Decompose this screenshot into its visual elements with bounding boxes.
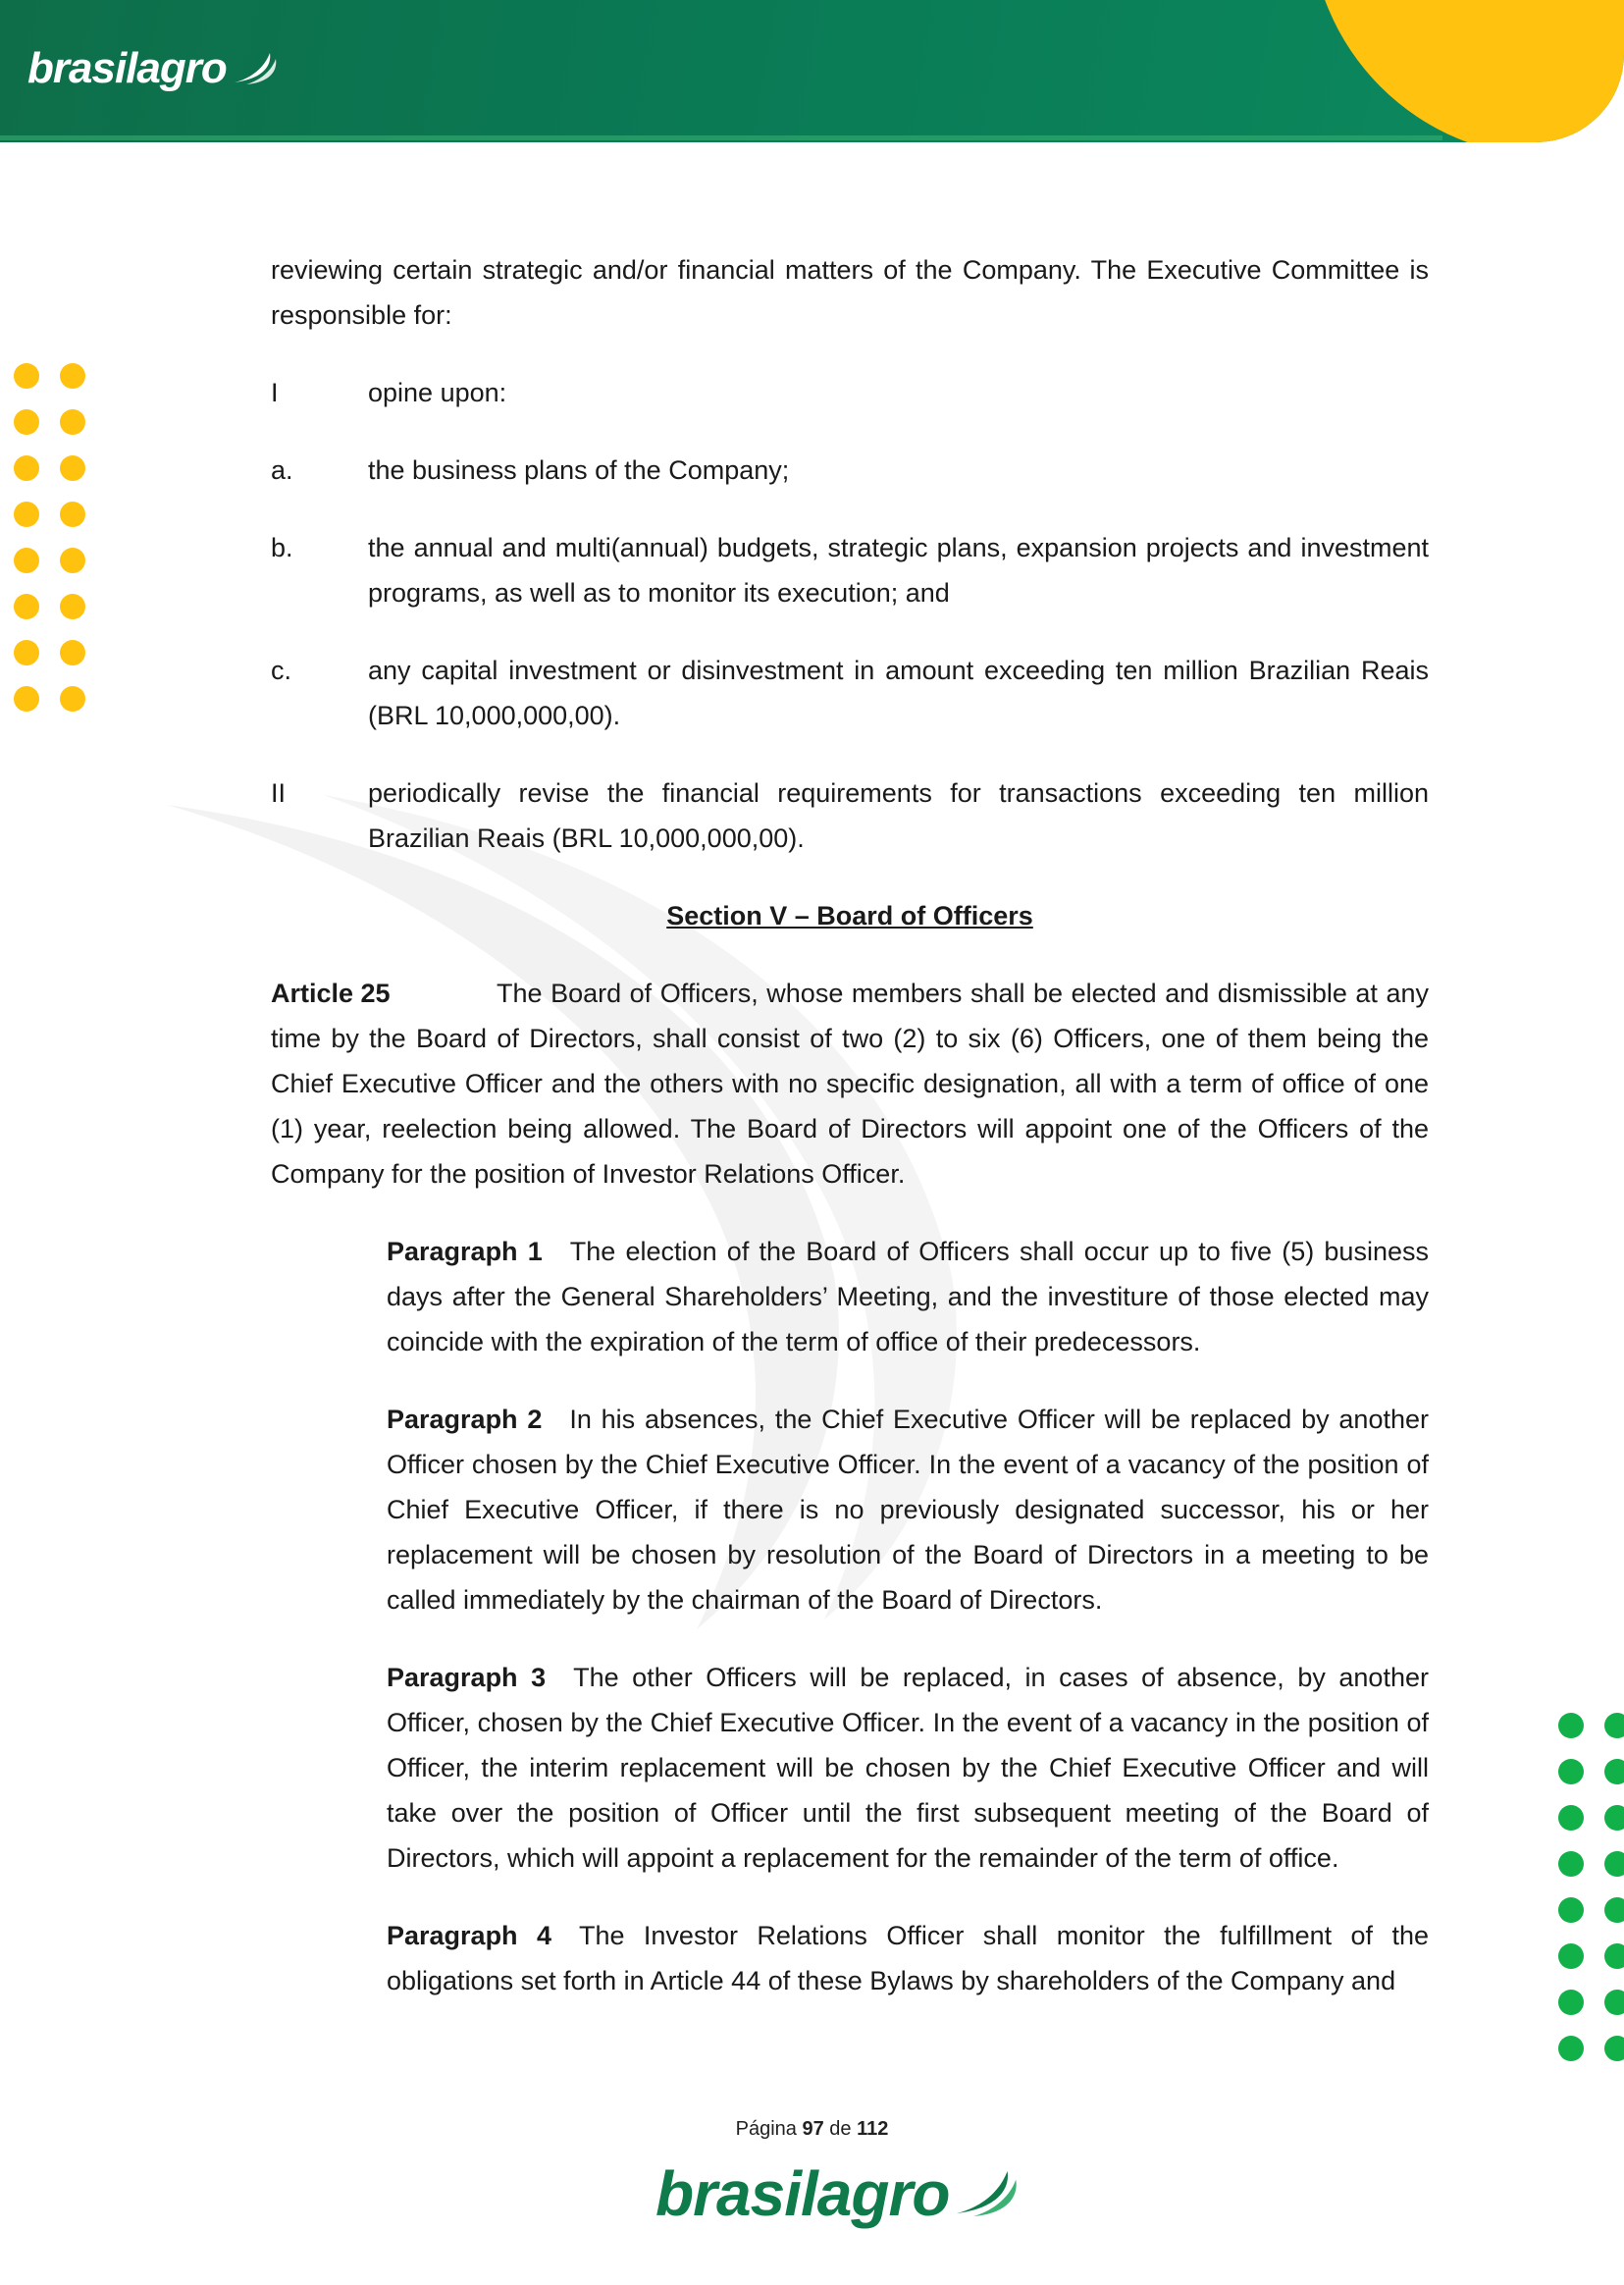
list-marker: b. xyxy=(271,533,293,562)
page-total: 112 xyxy=(857,2118,889,2140)
header-logo xyxy=(27,39,280,98)
list-text: periodically revise the financial requirements for transactions exceeding ten million Brazilian Reais (BRL 10,000,000,00). xyxy=(368,778,1429,853)
page-current: 97 xyxy=(802,2118,824,2140)
logo-swoosh-icon xyxy=(951,2165,1022,2222)
page-prefix: Página xyxy=(735,2118,797,2140)
list-item xyxy=(271,771,1429,861)
list-item xyxy=(271,648,1429,738)
list-marker: II xyxy=(271,778,287,808)
list-marker: a. xyxy=(271,455,293,485)
article-text: The Board of Officers, whose members shall be elected and dismissible at any time by the Board of Directors, shall consist of two (2) to six (6) Officers, one of them being the Chief Executive Officer and the others with no specific designation, all with a term of office of one (1) year, reelection being allowed. The Board of Directors will appoint one of the Officers of the Company for the position of Investor Relations Officer. xyxy=(271,979,1429,1189)
paragraph-label: Paragraph 4 xyxy=(387,1921,551,1950)
document-body xyxy=(271,247,1429,2003)
list-marker: c. xyxy=(271,656,292,685)
yellow-dots-decoration xyxy=(14,363,85,712)
paragraph-text: In his absences, the Chief Executive Officer will be replaced by another Officer chosen by the Chief Executive Officer. In the event of a vacancy of the position of Chief Executive Officer, if there is no previously designated successor, his or her replacement will be chosen by resolution of the Board of Directors in a meeting to be called immediately by the chairman of the Board of Directors. xyxy=(387,1405,1429,1615)
article-label: Article 25 xyxy=(271,979,391,1008)
page-mid: de xyxy=(829,2118,852,2140)
paragraph-1 xyxy=(387,1229,1429,1364)
list-marker: I xyxy=(271,378,279,407)
paragraph-label: Paragraph 2 xyxy=(387,1405,543,1434)
list-item xyxy=(271,525,1429,615)
list-text: any capital investment or disinvestment in amount exceeding ten million Brazilian Reais (BRL 10,000,000,00). xyxy=(368,656,1429,730)
header-stripe xyxy=(0,135,1442,140)
list-text: the business plans of the Company; xyxy=(368,455,790,485)
list-text: opine upon: xyxy=(368,378,507,407)
paragraph-text: The election of the Board of Officers shall occur up to five (5) business days after the General Shareholders’ Meeting, and the investiture of those elected may coincide with the expiration of the term of office of their predecessors. xyxy=(387,1237,1429,1356)
intro-text: reviewing certain strategic and/or financial matters of the Company. The Executive Committee is responsible for: xyxy=(271,255,1429,330)
header-sun-decoration xyxy=(1310,0,1624,142)
footer-logo xyxy=(655,2154,1022,2233)
section-title: Section V – Board of Officers xyxy=(666,901,1033,930)
header-logo-text: brasilagro xyxy=(27,44,227,92)
paragraph-text: The other Officers will be replaced, in cases of absence, by another Officer, chosen by the Chief Executive Officer. In the event of a vacancy in the position of Officer, the interim replacement will be chosen by the Chief Executive Officer and will take over the position of Officer until the first subsequent meeting of the Board of Directors, which will appoint a replacement for the remainder of the term of office. xyxy=(387,1663,1429,1873)
paragraph-3 xyxy=(387,1655,1429,1881)
list-text: the annual and multi(annual) budgets, strategic plans, expansion projects and investment programs, as well as to monitor its execution; and xyxy=(368,533,1429,608)
list-item xyxy=(271,448,1429,493)
paragraph-4 xyxy=(387,1913,1429,2003)
logo-swoosh-icon xyxy=(231,49,280,88)
page-number xyxy=(0,2118,1624,2141)
list-item xyxy=(271,370,1429,415)
paragraph-label: Paragraph 3 xyxy=(387,1663,547,1692)
article-25 xyxy=(271,971,1429,1196)
green-dots-decoration xyxy=(1558,1713,1624,2061)
page-header xyxy=(0,0,1624,142)
footer-logo-text: brasilagro xyxy=(655,2158,950,2229)
paragraph-label: Paragraph 1 xyxy=(387,1237,543,1266)
paragraph-2 xyxy=(387,1397,1429,1622)
paragraph-text: The Investor Relations Officer shall monitor the fulfillment of the obligations set forth in Article 44 of these Bylaws by shareholders of the Company and xyxy=(387,1921,1429,1995)
